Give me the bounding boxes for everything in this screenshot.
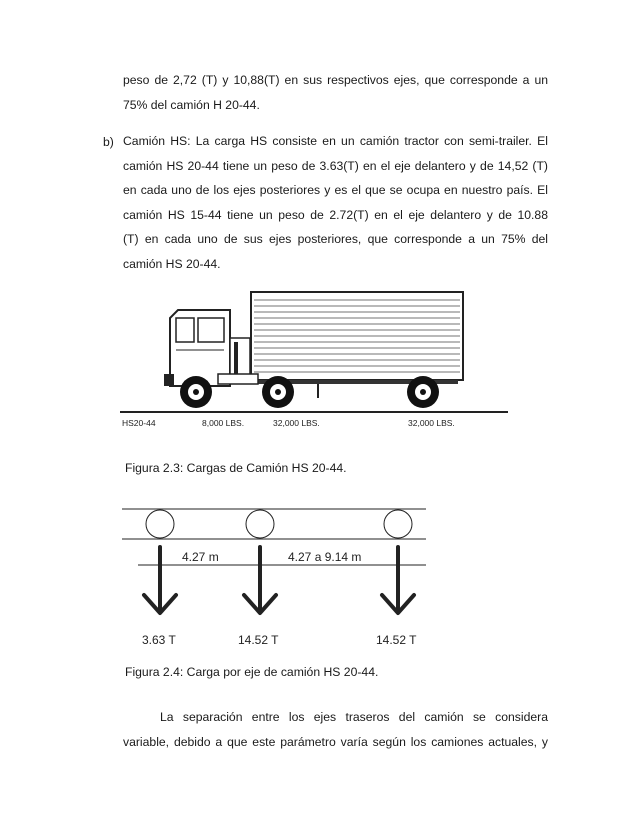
- truck-cab: [164, 310, 258, 386]
- figure-2-4-caption: Figura 2.4: Carga por eje de camión HS 20-44.: [125, 665, 379, 679]
- paragraph-bottom-line-1: La separación entre los ejes traseros del camión se considera: [160, 710, 548, 724]
- paragraph-top-line-2: 75% del camión H 20-44.: [123, 97, 260, 112]
- load-arrow-2: [244, 547, 276, 613]
- item-b-line-5: (T) en cada uno de sus ejes posteriores, que corresponde a un 75% del: [123, 232, 548, 246]
- axle-load-diagram: [118, 505, 438, 655]
- middle-wheel: [262, 376, 294, 408]
- item-b-marker: b): [103, 135, 114, 149]
- trailer-box: [251, 292, 463, 384]
- axle-load-1-label: 3.63 T: [142, 633, 176, 647]
- item-b-line-3: en cada uno de los ejes posteriores y es el que se ocupa en nuestro país. El: [123, 183, 548, 197]
- paragraph-top-line-1: peso de 2,72 (T) y 10,88(T) en sus respectivos ejes, que corresponde a un: [123, 73, 548, 87]
- item-b-line-1: Camión HS: La carga HS consiste en un camión tractor con semi-trailer. El: [123, 134, 548, 148]
- figure-2-3-caption: Figura 2.3: Cargas de Camión HS 20-44.: [125, 461, 347, 475]
- rear-wheel: [407, 376, 439, 408]
- front-wheel: [180, 376, 212, 408]
- axle-wheel-3: [384, 510, 412, 538]
- front-axle-load-label: 8,000 LBS.: [202, 418, 245, 428]
- item-b-line-6: camión HS 20-44.: [123, 256, 221, 271]
- axle-wheel-2: [246, 510, 274, 538]
- axle-spacing-1-label: 4.27 m: [182, 550, 219, 564]
- item-b-paragraph: [123, 129, 548, 276]
- axle-load-2-label: 14.52 T: [238, 633, 279, 647]
- axle-spacing-2-label: 4.27 a 9.14 m: [288, 550, 362, 564]
- paragraph-bottom-line-2: variable, debido a que este parámetro varía según los camiones actuales, y: [123, 734, 548, 749]
- paragraph-bottom: [123, 705, 548, 754]
- item-b-line-2: camión HS 20-44 tiene un peso de 3.63(T) en el eje delantero y de 14,52 (T): [123, 158, 548, 173]
- middle-axle-load-label: 32,000 LBS.: [273, 418, 320, 428]
- axle-wheel-1: [146, 510, 174, 538]
- load-arrow-3: [382, 547, 414, 613]
- rear-axle-load-label: 32,000 LBS.: [408, 418, 455, 428]
- truck-designation-label: HS20-44: [122, 418, 156, 428]
- truck-figure: [118, 288, 510, 436]
- axle-load-3-label: 14.52 T: [376, 633, 417, 647]
- load-arrow-1: [144, 547, 176, 613]
- item-b-line-4: camión HS 15-44 tiene un peso de 2.72(T) en el eje delantero y de 10.88: [123, 207, 548, 222]
- paragraph-top: [123, 68, 548, 117]
